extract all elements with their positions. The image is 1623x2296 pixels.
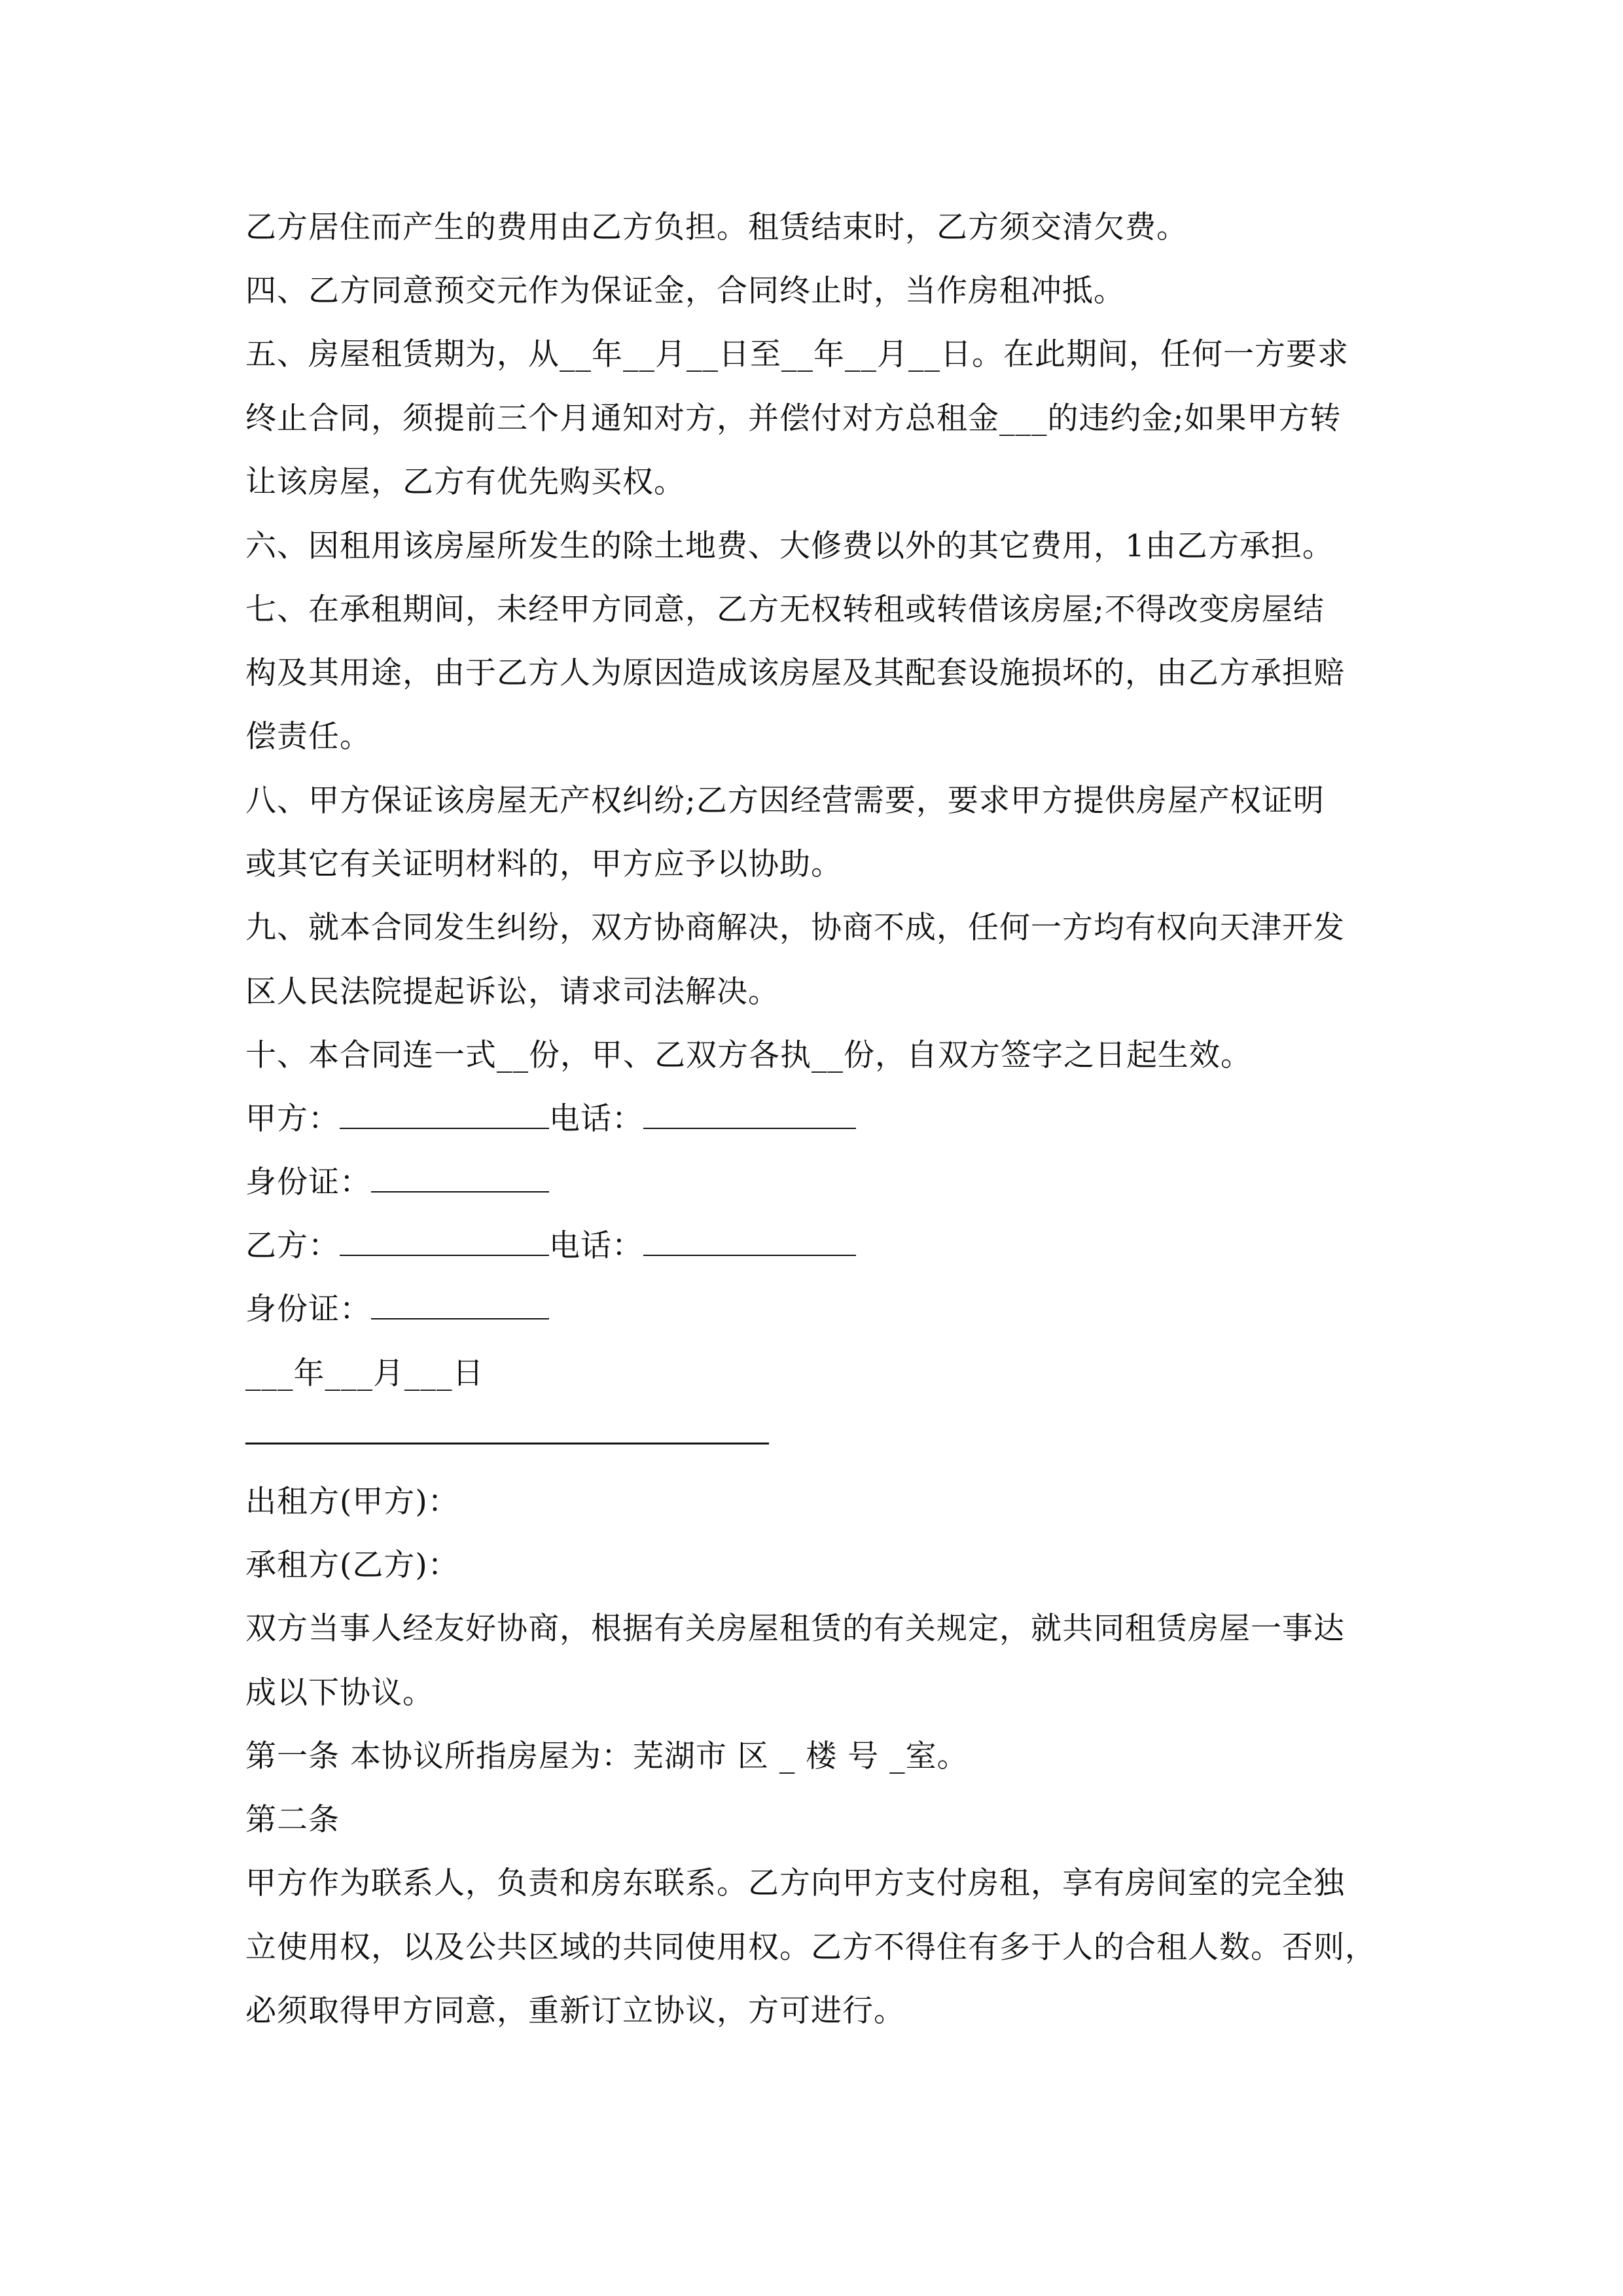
article-2-title: 第二条 [245, 1802, 340, 1838]
clause-line: 让该房屋，乙方有优先购买权。 [245, 464, 685, 500]
party-a-id-field[interactable] [371, 1165, 549, 1193]
date-line: ___年___月___日 [245, 1355, 484, 1391]
article-2-line: 甲方作为联系人，负责和房东联系。乙方向甲方支付房租，享有房间室的完全独 [245, 1865, 1345, 1901]
party-a-phone-label: 电话： [549, 1101, 643, 1137]
party-a-id-label: 身份证： [245, 1164, 371, 1200]
clause-line: 乙方居住而产生的费用由乙方负担。租赁结束时，乙方须交清欠费。 [245, 209, 1188, 245]
clause-line: 七、在承租期间，未经甲方同意，乙方无权转租或转借该房屋;不得改变房屋结 [245, 592, 1325, 628]
party-a-row [245, 1100, 856, 1139]
clause-line: 或其它有关证明材料的，甲方应予以协助。 [245, 846, 842, 882]
clause-line: 区人民法院提起诉讼，请求司法解决。 [245, 974, 779, 1010]
lessee-label: 承租方(乙方)： [245, 1547, 459, 1583]
party-b-row [245, 1227, 856, 1266]
party-a-phone-field[interactable] [643, 1102, 856, 1129]
clause-line: 构及其用途，由于乙方人为原因造成该房屋及其配套设施损坏的，由乙方承担赔 [245, 655, 1345, 691]
party-b-phone-field[interactable] [643, 1229, 856, 1256]
clause-line: 偿责任。 [245, 719, 371, 755]
lessor-label: 出租方(甲方)： [245, 1484, 459, 1520]
party-b-label: 乙方： [245, 1228, 340, 1264]
section-divider [245, 1443, 769, 1444]
clause-line: 六、因租用该房屋所发生的除土地费、大修费以外的其它费用，1由乙方承担。 [245, 528, 1334, 564]
party-a-name-field[interactable] [340, 1102, 549, 1129]
clause-line: 八、甲方保证该房屋无产权纠纷;乙方因经营需要，要求甲方提供房屋产权证明 [245, 783, 1325, 819]
party-a-label: 甲方： [245, 1101, 340, 1137]
clause-line: 九、就本合同发生纠纷，双方协商解决，协商不成，任何一方均有权向天津开发 [245, 910, 1345, 946]
article-2-line: 必须取得甲方同意，重新订立协议，方可进行。 [245, 1993, 905, 2029]
party-b-id-row [245, 1290, 549, 1329]
party-b-id-label: 身份证： [245, 1291, 371, 1327]
clause-line: 终止合同，须提前三个月通知对方，并偿付对方总租金___的违约金;如果甲方转 [245, 401, 1342, 437]
clause-line: 四、乙方同意预交元作为保证金，合同终止时，当作房租冲抵。 [245, 273, 1125, 309]
party-b-id-field[interactable] [371, 1292, 549, 1319]
party-b-name-field[interactable] [340, 1229, 549, 1256]
party-b-phone-label: 电话： [549, 1228, 643, 1264]
intro-line: 双方当事人经友好协商，根据有关房屋租赁的有关规定，就共同租赁房屋一事达 [245, 1611, 1345, 1647]
party-a-id-row [245, 1163, 549, 1202]
intro-line: 成以下协议。 [245, 1675, 434, 1711]
clause-line: 五、房屋租赁期为，从__年__月__日至__年__月__日。在此期间，任何一方要求 [245, 336, 1349, 372]
clause-line: 十、本合同连一式__份，甲、乙双方各执__份，自双方签字之日起生效。 [245, 1037, 1252, 1073]
article-2-line: 立使用权，以及公共区域的共同使用权。乙方不得住有多于人的合租人数。否则， [245, 1929, 1376, 1965]
article-1: 第一条 本协议所指房屋为：芜湖市 区 _ 楼 号 _室。 [245, 1738, 969, 1774]
